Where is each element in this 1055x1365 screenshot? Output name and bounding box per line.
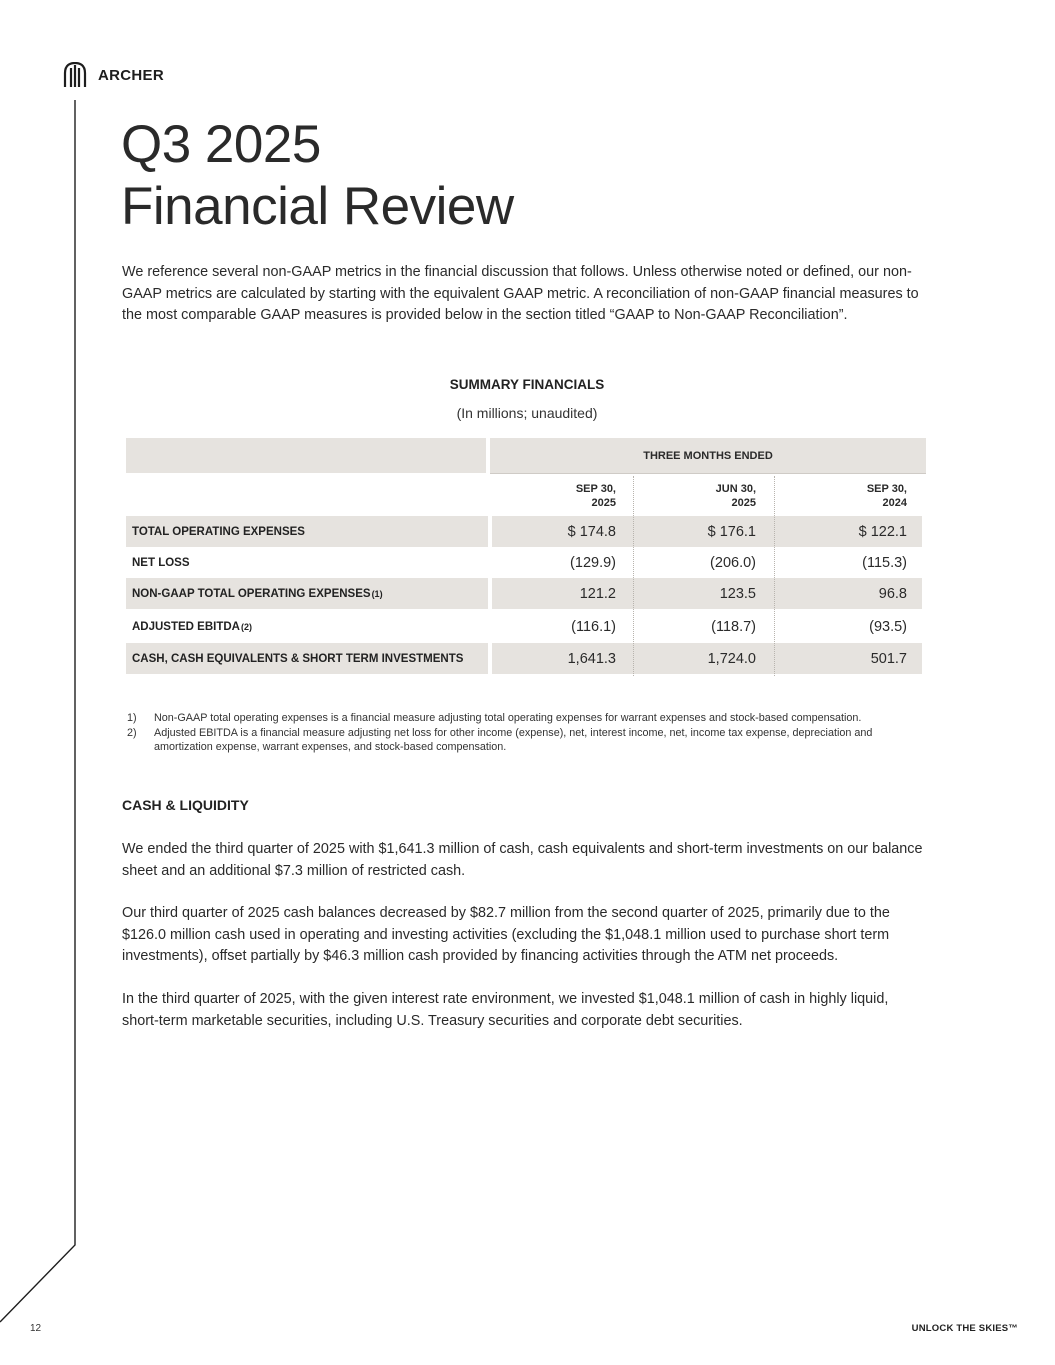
footnote-text: Adjusted EBITDA is a financial measure adjusting net loss for other income (expense), net, interest income, net, income tax expense, depreciation and amortization expense, warrant expenses, and stock-based compensation.: [154, 726, 873, 753]
archer-mark-icon: [62, 62, 88, 88]
cell-value: $ 176.1: [707, 523, 756, 540]
column-header-date: JUN 30,: [715, 483, 756, 495]
column-header-date: SEP 30,: [866, 483, 907, 495]
footnote: [127, 711, 927, 726]
cell-value: 1,641.3: [567, 650, 616, 667]
footnote-text: Non-GAAP total operating expenses is a financial measure adjusting total operating expenses for warrant expenses and stock-based compensation.: [154, 712, 862, 724]
row-values: [492, 643, 922, 674]
cell-value: (93.5): [869, 618, 907, 635]
archer-logo: [62, 62, 164, 88]
row-label-text: TOTAL OPERATING EXPENSES: [132, 525, 305, 538]
row-label: [126, 643, 488, 674]
footnote-ref: (2): [240, 621, 252, 632]
cell-value: 1,724.0: [707, 650, 756, 667]
cash-paragraph: Our third quarter of 2025 cash balances decreased by $82.7 million from the second quarter of 2025, primarily due to the $126.0 million cash used in operating and investing activities (excluding the $1,048.1 million used to purchase short term investments), offset partially by $46.3 million cash provided by financing activities through the ATM net proceeds.: [122, 905, 890, 964]
cash-paragraph: We ended the third quarter of 2025 with $1,641.3 million of cash, cash equivalents and short-term investments on our balance sheet and an additional $7.3 million of restricted cash.: [122, 841, 923, 879]
cell-value: (206.0): [710, 554, 756, 571]
page-frame-line: [0, 0, 80, 1365]
column-header-year: 2025: [731, 497, 756, 509]
row-label-text: NET LOSS: [132, 556, 190, 569]
cell-value: 121.2: [579, 585, 616, 602]
brand-name: ARCHER: [98, 66, 164, 84]
cell-value: (129.9): [570, 554, 616, 571]
cell-value: (116.1): [571, 618, 616, 635]
column-divider: [633, 476, 634, 676]
cell-value: 96.8: [878, 585, 907, 602]
row-label: [126, 547, 488, 578]
footnotes: [127, 711, 927, 755]
row-values: [492, 547, 922, 578]
intro-paragraph: We reference several non-GAAP metrics in the financial discussion that follows. Unless otherwise noted or defined, our non-GAAP metrics are calculated by starting with the equivalent GAAP metric. A reconciliation of non-GAAP financial measures to the most comparable GAAP measures is provided below in the section titled “GAAP to Non-GAAP Reconciliation”.: [122, 264, 919, 323]
column-divider: [774, 476, 775, 676]
footnote-ref: (1): [371, 588, 383, 599]
table-header-spacer: [126, 438, 486, 473]
row-label: [126, 611, 488, 642]
row-label-text: ADJUSTED EBITDA: [132, 620, 240, 633]
cell-value: (115.3): [862, 554, 907, 571]
column-header: [496, 482, 616, 510]
column-header: [787, 482, 907, 510]
column-header-date: SEP 30,: [575, 483, 616, 495]
summary-title: SUMMARY FINANCIALS: [449, 377, 605, 392]
title-line-1: Q3 2025: [121, 115, 321, 174]
page-title: [121, 114, 514, 238]
row-values: [492, 611, 922, 642]
cell-value: $ 122.1: [858, 523, 907, 540]
table-row: [126, 578, 922, 609]
table-row: [126, 643, 922, 674]
row-label: [126, 516, 488, 547]
period-header: THREE MONTHS ENDED: [490, 438, 926, 474]
footnote-number: 2): [127, 726, 137, 739]
table-row: [126, 611, 922, 642]
summary-subtitle: (In millions; unaudited): [456, 405, 598, 421]
cash-paragraph: In the third quarter of 2025, with the given interest rate environment, we invested $1,048.1 million of cash in highly liquid, short-term marketable securities, including U.S. Treasury securities and corporate debt securities.: [122, 991, 889, 1029]
row-values: [492, 516, 922, 547]
title-line-2: Financial Review: [121, 177, 514, 236]
cell-value: 501.7: [870, 650, 907, 667]
column-header: [636, 482, 756, 510]
table-row: [126, 516, 922, 547]
footnote: [127, 726, 927, 755]
column-header-year: 2025: [591, 497, 616, 509]
page-number: 12: [30, 1323, 42, 1334]
footer-tagline: UNLOCK THE SKIES™: [911, 1323, 1018, 1334]
row-label: [126, 578, 488, 609]
cell-value: $ 174.8: [567, 523, 616, 540]
row-label-text: CASH, CASH EQUIVALENTS & SHORT TERM INVESTMENTS: [132, 652, 464, 665]
cell-value: (118.7): [711, 618, 756, 635]
row-label-text: NON-GAAP TOTAL OPERATING EXPENSES: [132, 587, 371, 600]
column-header-year: 2024: [882, 497, 907, 509]
footnote-number: 1): [127, 712, 137, 724]
row-values: [492, 578, 922, 609]
cash-liquidity-heading: CASH & LIQUIDITY: [122, 797, 249, 813]
cell-value: 123.5: [719, 585, 756, 602]
table-row: [126, 547, 922, 578]
